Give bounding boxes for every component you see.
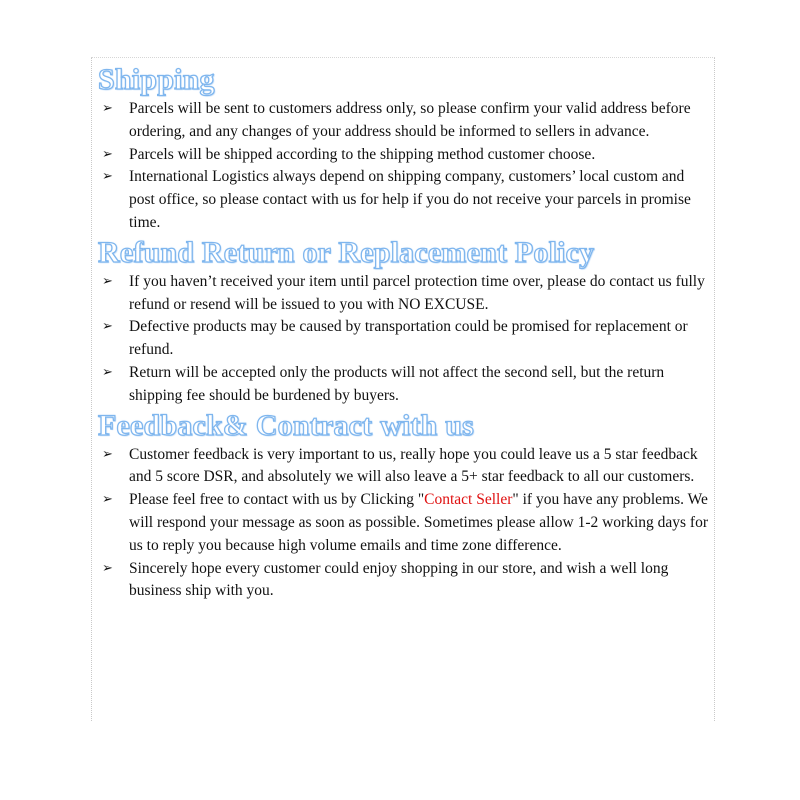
list-item-text: If you haven’t received your item until parcel protection time over, please do contact us fully refund or resend will be issued to you with NO EXCUSE. — [129, 272, 705, 313]
feedback-list — [98, 444, 708, 604]
list-item-text: Parcels will be sent to customers address only, so please confirm your valid address before ordering, and any changes of your address should be informed to sellers in advance. — [129, 100, 691, 140]
list-item-text: Return will be accepted only the products will not affect the second sell, but the return shipping fee should be burdened by buyers. — [129, 363, 665, 404]
arrow-bullet-icon: ➢ — [102, 364, 113, 380]
list-item — [98, 558, 708, 604]
list-item-text: Sincerely hope every customer could enjoy shopping in our store, and wish a well long business ship with you. — [129, 559, 669, 600]
list-item — [98, 316, 708, 362]
contact-text-before: Please feel free to contact with us by Clicking " — [129, 491, 425, 509]
list-item — [98, 98, 708, 144]
list-item-text: International Logistics always depend on shipping company, customers’ local custom and post office, so please contact with us for help if you do not receive your parcels in promise time. — [129, 168, 691, 231]
heading-shipping: Shipping — [98, 63, 215, 96]
section-shipping — [98, 62, 708, 235]
heading-refund-policy: Refund Return or Replacement Policy — [98, 235, 595, 269]
section-refund-policy — [98, 235, 708, 408]
arrow-bullet-icon: ➢ — [102, 319, 113, 335]
list-item — [98, 271, 708, 317]
arrow-bullet-icon: ➢ — [102, 146, 113, 162]
shipping-list — [98, 98, 708, 235]
list-item — [98, 489, 708, 557]
arrow-bullet-icon: ➢ — [102, 273, 113, 289]
list-item-text — [129, 491, 708, 554]
arrow-bullet-icon: ➢ — [102, 492, 113, 508]
contact-text-after: " if you have any problems. We will respond your message as soon as possible. Sometimes please allow 1-2 working days for us to reply you because high volume emails and time zone difference. — [129, 491, 709, 554]
arrow-bullet-icon: ➢ — [102, 101, 113, 116]
list-item-text: Defective products may be caused by transportation could be promised for replacement or refund. — [129, 318, 688, 359]
section-feedback-contact — [98, 408, 708, 604]
arrow-bullet-icon: ➢ — [102, 560, 113, 576]
document-content — [98, 62, 708, 603]
heading-feedback-contact: Feedback& Contract with us — [98, 408, 475, 442]
list-item-text: Customer feedback is very important to us, really hope you could leave us a 5 star feedback and 5 score DSR, and absolutely we will also leave a 5+ star feedback to all our customers. — [129, 445, 698, 486]
list-item — [98, 166, 708, 234]
list-item — [98, 362, 708, 408]
list-item — [98, 144, 708, 167]
arrow-bullet-icon: ➢ — [102, 169, 113, 185]
list-item-text: Parcels will be shipped according to the shipping method customer choose. — [129, 145, 596, 163]
refund-list — [98, 271, 708, 408]
arrow-bullet-icon: ➢ — [102, 446, 113, 462]
contact-seller-link[interactable]: Contact Seller — [424, 491, 513, 509]
list-item — [98, 444, 708, 490]
